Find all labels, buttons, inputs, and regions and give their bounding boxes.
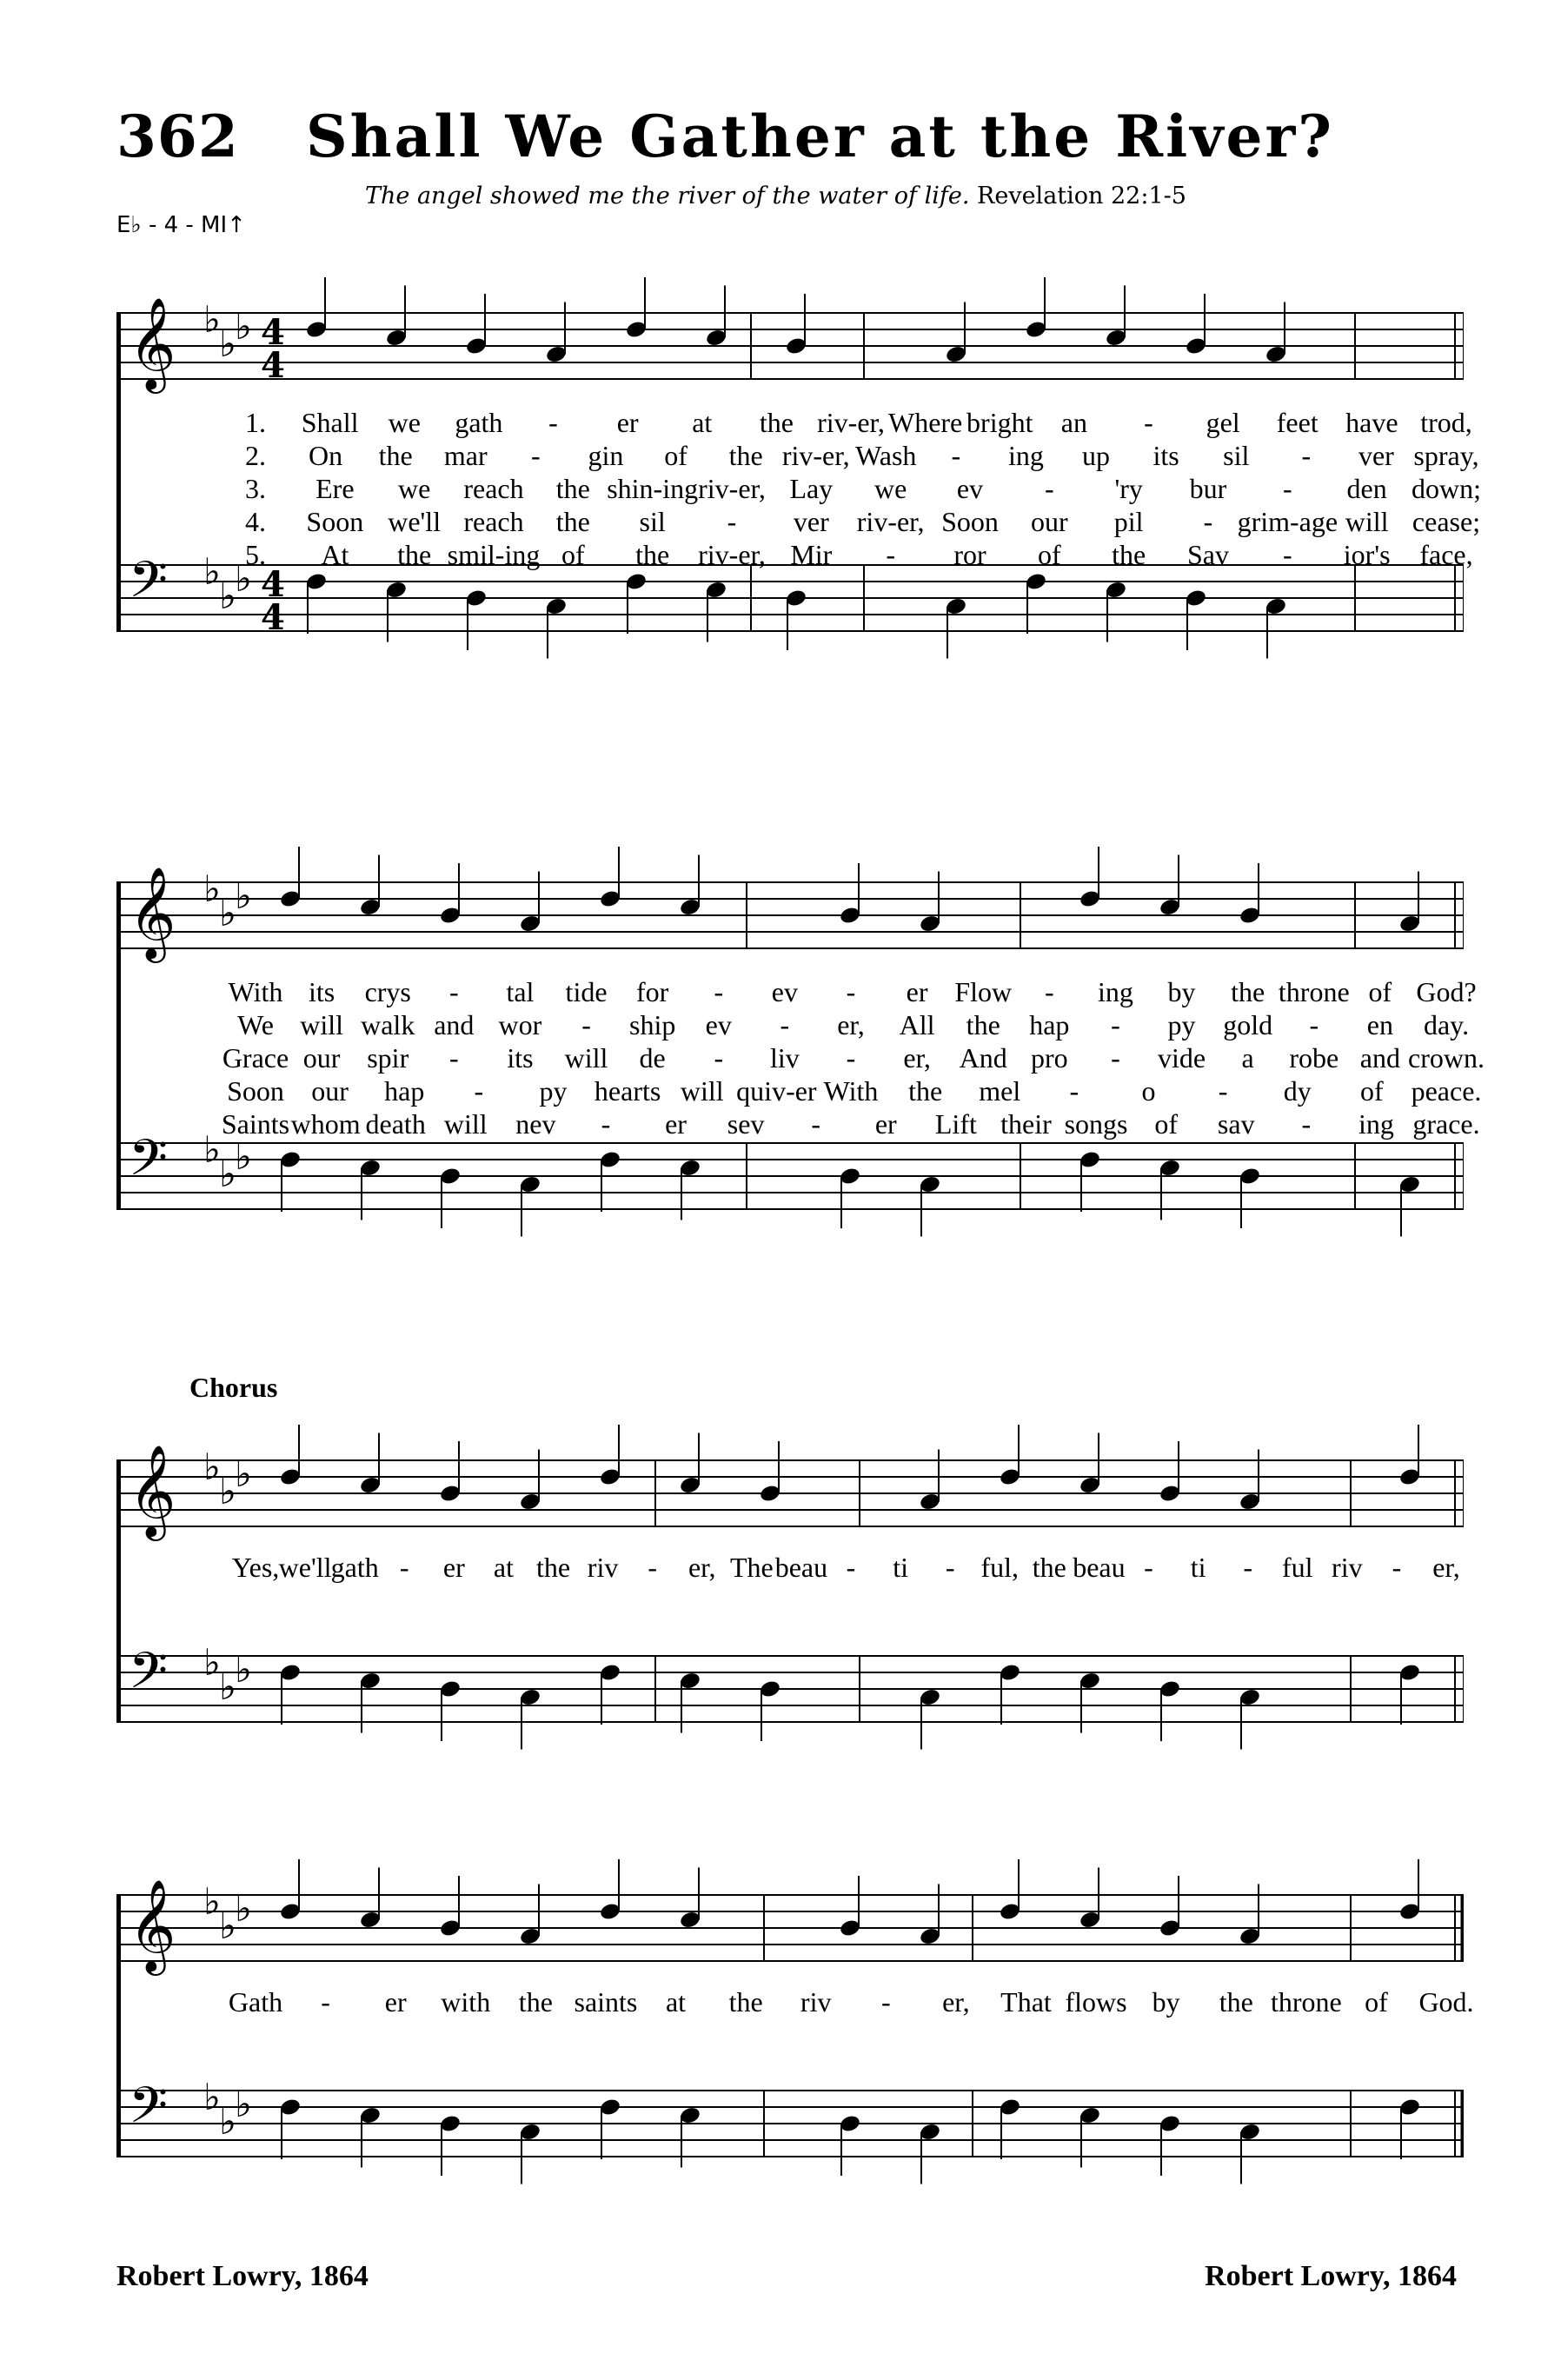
lyric-syllable: ver: [1358, 440, 1394, 471]
lyric-syllable: ior's: [1343, 539, 1391, 570]
lyric-syllable: 3.: [245, 473, 266, 504]
lyric-syllable: -: [1144, 1552, 1153, 1583]
lyric-syllable: -: [945, 1552, 955, 1583]
lyric-line: [116, 1009, 1470, 1042]
lyric-syllable: saints: [574, 1986, 638, 2018]
lyric-syllable: the: [378, 440, 413, 471]
lyric-syllable: hearts: [594, 1075, 661, 1107]
lyric-syllable: ing: [1358, 1108, 1394, 1140]
lyric-syllable: gath: [330, 1552, 379, 1583]
flat-sign: ♭: [219, 575, 236, 617]
lyric-syllable: -: [1283, 539, 1292, 570]
lyric-syllable: the: [397, 539, 432, 570]
lyric-syllable: -: [1301, 1108, 1312, 1140]
lyric-syllable: -: [601, 1108, 611, 1140]
lyric-syllable: Flow: [954, 976, 1013, 1007]
flat-sign: ♭: [219, 892, 236, 934]
flat-sign: ♭: [235, 305, 252, 348]
lyric-syllable: have: [1345, 407, 1398, 438]
lyric-syllable: er,: [837, 1009, 865, 1040]
lyric-syllable: of: [1360, 1075, 1384, 1107]
lyric-syllable: God.: [1418, 1986, 1474, 2018]
lyric-syllable: er,: [688, 1552, 716, 1583]
lyric-line: [116, 1108, 1480, 1141]
lyric-syllable: flows: [1065, 1986, 1127, 2018]
flat-sign: ♭: [203, 1880, 221, 1923]
lyric-syllable: with: [441, 1986, 491, 2018]
lyric-syllable: gath: [455, 407, 503, 438]
lyric-syllable: face,: [1419, 539, 1473, 570]
time-signature: 4: [261, 564, 285, 605]
lyric-syllable: sil: [1223, 440, 1250, 471]
flat-sign: ♭: [203, 550, 221, 593]
lyric-syllable: hap: [384, 1075, 425, 1107]
time-signature: 4: [261, 345, 285, 386]
lyric-syllable: grace.: [1412, 1108, 1480, 1140]
lyric-syllable: 5.: [245, 539, 266, 570]
lyric-syllable: will: [443, 1108, 488, 1140]
lyric-syllable: the: [1032, 1552, 1066, 1583]
lyric-syllable: Yes,: [231, 1552, 280, 1583]
lyric-syllable: -: [531, 440, 541, 471]
lyric-syllable: ful: [1281, 1552, 1313, 1583]
lyric-syllable: the: [555, 506, 590, 537]
lyric-syllable: Soon: [941, 506, 999, 537]
music-system-3: [116, 1408, 1464, 1791]
flat-sign: ♭: [219, 1905, 236, 1947]
lyric-syllable: our: [1031, 506, 1068, 537]
lyric-syllable: whom: [290, 1108, 361, 1140]
lyric-syllable: -: [474, 1075, 484, 1107]
lyric-syllable: er: [906, 976, 928, 1007]
lyric-syllable: will: [1345, 506, 1389, 537]
hymn-title: Shall We Gather at the River?: [306, 103, 1334, 170]
lyric-syllable: -: [449, 1042, 459, 1074]
lyric-syllable: -: [1392, 1552, 1402, 1583]
lyric-syllable: en: [1366, 1009, 1393, 1040]
lyric-syllable: Soon: [306, 506, 364, 537]
lyric-syllable: vide: [1158, 1042, 1206, 1074]
lyric-syllable: Gath: [228, 1986, 283, 2018]
lyric-line: [116, 473, 1481, 506]
lyric-syllable: The: [729, 1552, 774, 1583]
lyric-syllable: ing: [1097, 976, 1133, 1007]
lyric-syllable: riv: [800, 1986, 832, 2018]
lyric-syllable: a: [1241, 1042, 1254, 1074]
flat-sign: ♭: [235, 874, 252, 917]
lyric-syllable: Wash: [855, 440, 917, 471]
lyric-syllable: of: [1154, 1108, 1178, 1140]
lyric-syllable: the: [728, 1986, 763, 2018]
lyric-syllable: -: [714, 976, 724, 1007]
lyric-syllable: at: [493, 1552, 514, 1583]
lyric-syllable: of: [1368, 976, 1392, 1007]
lyric-syllable: an: [1060, 407, 1087, 438]
lyric-syllable: Ere: [316, 473, 355, 504]
flat-sign: ♭: [235, 1135, 252, 1178]
lyric-syllable: -: [548, 407, 558, 438]
lyric-syllable: er,: [1432, 1552, 1460, 1583]
treble-clef: 𝄞: [129, 1878, 176, 1971]
lyric-syllable: -: [727, 506, 737, 537]
lyric-syllable: -: [880, 1986, 891, 2018]
lyric-syllable: ti: [1190, 1552, 1206, 1583]
lyric-syllable: and: [1359, 1042, 1400, 1074]
lyric-syllable: our: [302, 1042, 341, 1074]
lyric-syllable: the: [1112, 539, 1146, 570]
flat-sign: ♭: [235, 1453, 252, 1495]
lyric-syllable: beau: [774, 1552, 828, 1583]
lyric-syllable: and: [434, 1009, 475, 1040]
lyric-syllable: 4.: [245, 506, 266, 537]
lyric-syllable: ship: [628, 1009, 676, 1040]
lyric-syllable: Lift: [934, 1108, 977, 1140]
lyric-syllable: 1.: [245, 407, 266, 438]
lyric-syllable: the: [535, 1552, 571, 1583]
lyric-syllable: riv-er,: [856, 506, 925, 537]
lyric-syllable: the: [555, 473, 590, 504]
lyric-syllable: gold: [1223, 1009, 1273, 1040]
lyric-syllable: 'ry: [1114, 473, 1143, 504]
lyric-syllable: ev: [705, 1009, 732, 1040]
lyric-syllable: its: [507, 1042, 534, 1074]
lyric-syllable: er: [874, 1108, 897, 1140]
flat-sign: ♭: [203, 298, 221, 341]
lyric-syllable: nev: [515, 1108, 556, 1140]
lyric-syllable: robe: [1289, 1042, 1339, 1074]
lyric-syllable: riv-er,: [817, 407, 885, 438]
lyric-syllable: of: [664, 440, 688, 471]
lyric-line: [116, 1075, 1482, 1108]
lyric-syllable: -: [1111, 1042, 1120, 1074]
lyric-syllable: songs: [1064, 1108, 1128, 1140]
lyric-syllable: ev: [956, 473, 984, 504]
lyric-syllable: -: [1203, 506, 1213, 537]
chorus-label: Chorus: [189, 1372, 278, 1403]
flat-sign: ♭: [219, 2100, 236, 2143]
lyric-syllable: -: [581, 1009, 591, 1040]
flat-sign: ♭: [235, 2083, 252, 2125]
lyric-syllable: -: [1111, 1009, 1120, 1040]
lyric-syllable: er,: [903, 1042, 931, 1074]
lyric-line: [116, 976, 1477, 1009]
lyric-syllable: at: [692, 407, 713, 438]
lyric-syllable: crys: [364, 976, 411, 1007]
lyric-syllable: hap: [1029, 1009, 1070, 1040]
lyric-syllable: -: [449, 976, 459, 1007]
lyric-syllable: py: [1167, 1009, 1196, 1040]
lyric-syllable: de: [639, 1042, 666, 1074]
time-signature: 4: [261, 312, 285, 353]
lyric-syllable: we: [398, 473, 431, 504]
hymn-header: [0, 0, 1561, 238]
key-signature-info: E♭ - 4 - MI↑: [116, 212, 246, 238]
lyric-syllable: bright: [966, 407, 1033, 438]
flat-sign: ♭: [219, 1153, 236, 1195]
music-system-2: [116, 830, 1485, 1300]
lyric-syllable: ing: [1008, 440, 1044, 471]
scripture-reference: [365, 183, 1186, 209]
lyric-syllable: All: [899, 1009, 935, 1040]
lyric-syllable: riv-er,: [781, 440, 850, 471]
lyric-syllable: er: [616, 407, 639, 438]
flat-sign: ♭: [219, 322, 236, 365]
lyric-syllable: the: [759, 407, 794, 438]
flat-sign: ♭: [203, 1446, 221, 1488]
lyric-syllable: Shall: [301, 407, 359, 438]
flat-sign: ♭: [235, 557, 252, 600]
treble-clef: 𝄞: [129, 1444, 176, 1537]
lyric-syllable: trod,: [1420, 407, 1472, 438]
lyric-syllable: -: [1301, 440, 1312, 471]
lyric-syllable: of: [1038, 539, 1061, 570]
lyric-syllable: God?: [1416, 976, 1477, 1007]
music-system-4: [116, 1843, 1474, 2225]
lyric-syllable: pil: [1113, 506, 1144, 537]
hymn-number: 362: [116, 103, 239, 170]
lyric-syllable: -: [1283, 473, 1292, 504]
lyric-syllable: the: [728, 440, 763, 471]
lyric-syllable: its: [1152, 440, 1179, 471]
lyric-syllable: Lay: [789, 473, 834, 504]
lyric-syllable: the: [1219, 1986, 1253, 2018]
lyric-syllable: beau: [1073, 1552, 1126, 1583]
lyric-syllable: riv-er,: [698, 473, 766, 504]
lyric-syllable: gin: [588, 440, 624, 471]
lyric-syllable: -: [780, 1009, 790, 1040]
lyric-syllable: down;: [1412, 473, 1481, 504]
bass-clef: 𝄢: [129, 550, 169, 622]
lyric-syllable: will: [680, 1075, 724, 1107]
lyric-syllable: -: [1218, 1075, 1228, 1107]
lyric-syllable: bur: [1189, 473, 1227, 504]
lyric-syllable: At: [321, 539, 349, 570]
lyric-syllable: cease;: [1412, 506, 1481, 537]
lyric-syllable: We: [237, 1009, 274, 1040]
lyric-syllable: -: [1243, 1552, 1252, 1583]
lyric-line: [116, 1042, 1485, 1075]
lyric-syllable: mar: [443, 440, 488, 471]
staff-notation: [116, 1408, 1464, 1791]
credit-right: Robert Lowry, 1864: [1205, 2260, 1457, 2292]
lyric-syllable: its: [308, 976, 335, 1007]
flat-sign: ♭: [235, 1887, 252, 1930]
lyric-syllable: the: [908, 1075, 943, 1107]
lyric-syllable: of: [561, 539, 585, 570]
lyric-syllable: With: [823, 1075, 879, 1107]
lyric-syllable: reach: [463, 473, 524, 504]
lyric-syllable: we: [388, 407, 421, 438]
lyric-syllable: up: [1082, 440, 1111, 471]
lyric-syllable: -: [846, 976, 856, 1007]
lyric-line: [116, 539, 1473, 572]
bass-clef: 𝄢: [129, 2076, 169, 2147]
lyric-syllable: er: [665, 1108, 687, 1140]
lyric-syllable: we'll: [388, 506, 442, 537]
lyric-syllable: riv: [587, 1552, 619, 1583]
lyric-syllable: we: [874, 473, 907, 504]
lyric-syllable: er: [384, 1986, 407, 2018]
lyric-syllable: With: [228, 976, 283, 1007]
lyric-syllable: tal: [506, 976, 535, 1007]
flat-sign: ♭: [219, 1470, 236, 1512]
staff-notation: [116, 1843, 1464, 2225]
lyric-syllable: Sav: [1187, 539, 1229, 570]
flat-sign: ♭: [203, 1128, 221, 1171]
lyric-syllable: sev: [727, 1108, 765, 1140]
scripture-quote: The angel showed me the river of the water of life.: [365, 183, 970, 209]
lyric-syllable: er,: [942, 1986, 970, 2018]
flat-sign: ♭: [235, 1648, 252, 1691]
lyric-syllable: Mir: [790, 539, 833, 570]
lyric-syllable: the: [518, 1986, 553, 2018]
lyric-line: [116, 407, 1472, 440]
lyric-syllable: reach: [463, 506, 524, 537]
lyric-syllable: ver: [793, 506, 829, 537]
lyric-syllable: liv: [769, 1042, 800, 1074]
lyric-syllable: wor: [498, 1009, 542, 1040]
time-signature: 4: [261, 597, 285, 638]
lyric-syllable: smil-ing: [447, 539, 541, 570]
lyric-syllable: -: [1045, 976, 1054, 1007]
lyric-syllable: 2.: [245, 440, 266, 471]
lyric-syllable: ror: [953, 539, 986, 570]
lyric-syllable: dy: [1283, 1075, 1312, 1107]
lyric-syllable: throne: [1278, 976, 1350, 1007]
lyric-syllable: crown.: [1408, 1042, 1485, 1074]
lyric-syllable: peace.: [1411, 1075, 1482, 1107]
lyric-syllable: And: [959, 1042, 1007, 1074]
lyric-line: [116, 1552, 1464, 1585]
flat-sign: ♭: [203, 868, 221, 910]
lyric-syllable: walk: [361, 1009, 415, 1040]
lyric-syllable: Where: [887, 407, 963, 438]
flat-sign: ♭: [219, 1665, 236, 1708]
lyric-syllable: er: [442, 1552, 465, 1583]
credit-left: Robert Lowry, 1864: [116, 2260, 369, 2292]
treble-clef: 𝄞: [129, 296, 176, 389]
lyric-syllable: -: [886, 539, 895, 570]
lyric-syllable: -: [951, 440, 961, 471]
lyric-syllable: -: [399, 1552, 409, 1583]
lyric-syllable: of: [1365, 1986, 1388, 2018]
lyric-line: [116, 506, 1481, 539]
lyric-syllable: tide: [565, 976, 608, 1007]
lyric-syllable: Saints: [221, 1108, 290, 1140]
lyric-syllable: -: [648, 1552, 657, 1583]
lyric-syllable: pro: [1031, 1042, 1068, 1074]
lyric-syllable: the: [1231, 976, 1265, 1007]
lyric-line: [116, 1986, 1474, 2019]
lyric-syllable: gel: [1206, 407, 1240, 438]
lyric-syllable: riv: [1332, 1552, 1363, 1583]
lyric-syllable: -: [1045, 473, 1054, 504]
lyric-syllable: mel: [979, 1075, 1021, 1107]
lyric-syllable: spir: [367, 1042, 409, 1074]
lyric-syllable: we'll: [278, 1552, 332, 1583]
flat-sign: ♭: [203, 2076, 221, 2118]
lyric-syllable: grim-age: [1237, 506, 1338, 537]
lyric-syllable: -: [846, 1552, 856, 1583]
lyric-syllable: -: [714, 1042, 724, 1074]
lyric-syllable: by: [1152, 1986, 1180, 2018]
lyric-line: [116, 440, 1479, 473]
treble-clef: 𝄞: [129, 866, 176, 959]
lyric-syllable: riv-er,: [698, 539, 766, 570]
bass-clef: 𝄢: [129, 1641, 169, 1712]
lyric-syllable: -: [811, 1108, 821, 1140]
scripture-citation: Revelation 22:1-5: [977, 183, 1186, 209]
lyric-syllable: -: [321, 1986, 330, 2018]
lyric-syllable: den: [1346, 473, 1387, 504]
lyric-syllable: Soon: [227, 1075, 284, 1107]
lyric-syllable: -: [846, 1042, 856, 1074]
lyric-syllable: death: [365, 1108, 426, 1140]
lyric-syllable: the: [966, 1009, 1000, 1040]
lyric-syllable: their: [1000, 1108, 1052, 1140]
lyric-syllable: py: [539, 1075, 568, 1107]
flat-sign: ♭: [203, 1641, 221, 1684]
lyric-syllable: sav: [1217, 1108, 1255, 1140]
lyric-syllable: spray,: [1413, 440, 1479, 471]
lyric-syllable: o: [1141, 1075, 1156, 1107]
lyric-syllable: Grace: [222, 1042, 289, 1074]
lyric-syllable: by: [1167, 976, 1196, 1007]
lyric-syllable: will: [564, 1042, 608, 1074]
lyric-syllable: On: [309, 440, 343, 471]
lyric-syllable: at: [665, 1986, 687, 2018]
lyric-syllable: ti: [893, 1552, 908, 1583]
lyric-syllable: -: [1309, 1009, 1319, 1040]
lyric-syllable: -: [1069, 1075, 1079, 1107]
lyric-syllable: That: [1000, 1986, 1052, 2018]
lyric-syllable: will: [300, 1009, 343, 1040]
lyric-syllable: for: [636, 976, 669, 1007]
music-system-1: [116, 261, 1481, 730]
lyric-syllable: shin-ing: [607, 473, 699, 504]
lyric-syllable: throne: [1270, 1986, 1342, 2018]
lyric-syllable: our: [311, 1075, 349, 1107]
lyric-syllable: quiv-er: [736, 1075, 817, 1107]
lyric-syllable: ev: [771, 976, 798, 1007]
bass-clef: 𝄢: [129, 1128, 169, 1200]
lyric-syllable: ful,: [980, 1552, 1020, 1583]
lyric-syllable: day.: [1423, 1009, 1470, 1040]
lyric-syllable: feet: [1276, 407, 1319, 438]
lyric-syllable: -: [1144, 407, 1153, 438]
lyric-syllable: sil: [639, 506, 666, 537]
lyric-syllable: the: [635, 539, 670, 570]
